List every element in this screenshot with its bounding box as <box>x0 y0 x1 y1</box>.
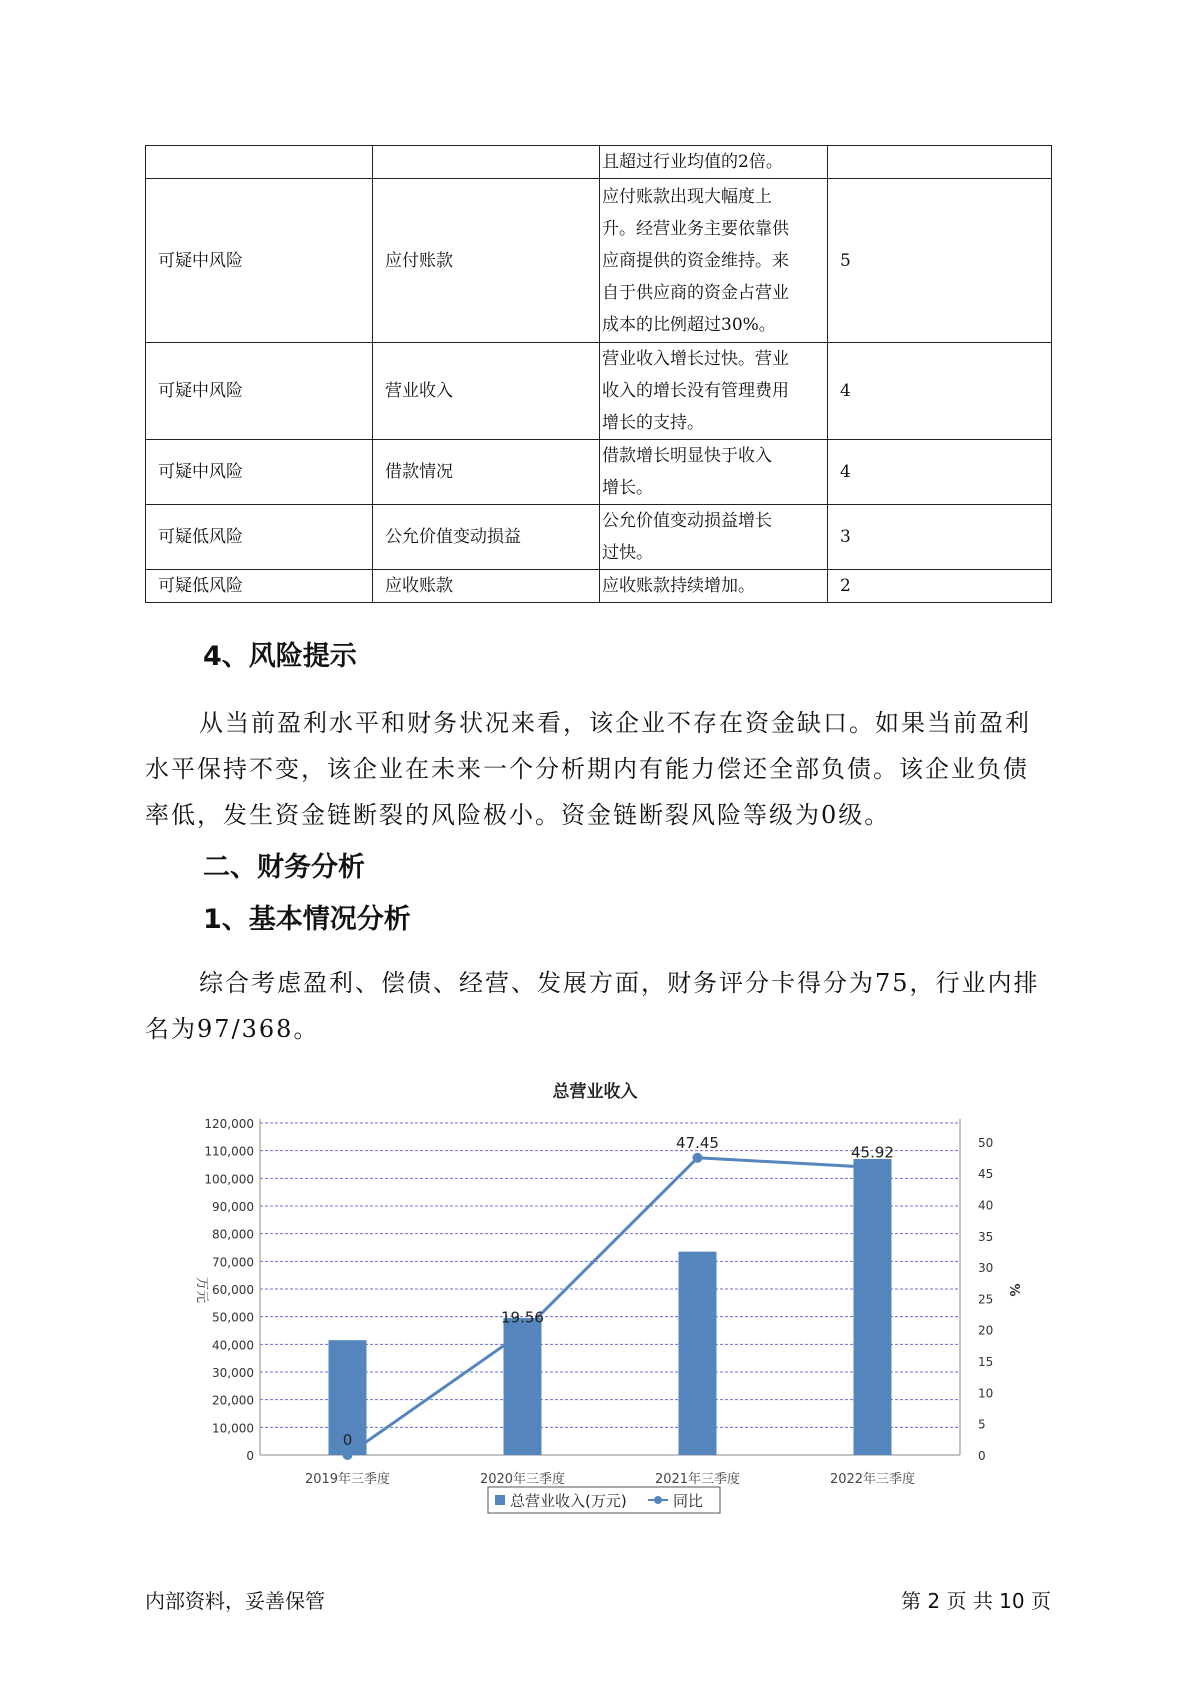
x-tick-label: 2020年三季度 <box>479 1472 566 1487</box>
basic-paragraph: 综合考虑盈利、偿债、经营、发展方面，财务评分卡得分为75，行业内排名为97/368。 <box>145 969 1040 1043</box>
cell-description: 借款增长明显快于收入 增长。 <box>600 440 828 505</box>
yoy-point <box>693 1153 703 1163</box>
y2-tick-label: 25 <box>978 1292 994 1307</box>
y2-tick-label: 20 <box>978 1323 994 1338</box>
y2-tick-label: 0 <box>978 1449 986 1463</box>
y-tick-label: 0 <box>246 1449 254 1463</box>
cell-item: 营业收入 <box>373 343 600 440</box>
cell-risk-level: 可疑中风险 <box>146 343 373 440</box>
y-tick-label: 90,000 <box>212 1200 254 1214</box>
cell-score <box>828 146 1052 179</box>
y-tick-label: 80,000 <box>212 1227 254 1242</box>
table-row <box>146 179 1052 343</box>
cell-description: 应收账款持续增加。 <box>600 570 828 603</box>
x-tick-label: 2022年三季度 <box>829 1472 916 1487</box>
revenue-bar <box>504 1318 542 1455</box>
x-tick-label: 2019年三季度 <box>304 1472 391 1487</box>
legend-line-marker <box>654 1496 662 1504</box>
table-row <box>146 570 1052 603</box>
y-axis-label: 万元 <box>194 1276 209 1304</box>
cell-item: 借款情况 <box>373 440 600 505</box>
y-tick-label: 50,000 <box>212 1310 254 1325</box>
yoy-line <box>348 1158 873 1455</box>
cell-score: 5 <box>828 179 1052 343</box>
cell-score: 2 <box>828 570 1052 603</box>
y2-tick-label: 40 <box>978 1198 994 1213</box>
table-row <box>146 440 1052 505</box>
cell-description: 应付账款出现大幅度上 升。经营业务主要依靠供 应商提供的资金维持。来 自于供应商的资金占营业 成本的比例超过30%。 <box>600 179 828 343</box>
cell-item <box>373 146 600 179</box>
table-row <box>146 146 1052 179</box>
yoy-data-label: 0 <box>342 1431 353 1449</box>
cell-description: 且超过行业均值的2倍。 <box>600 146 828 179</box>
y2-tick-label: 10 <box>978 1386 994 1401</box>
cell-score: 3 <box>828 505 1052 570</box>
footer-note: 内部资料，妥善保管 <box>145 1589 325 1613</box>
risk-tip-paragraph: 从当前盈利水平和财务状况来看，该企业不存在资金缺口。如果当前盈利水平保持不变，该企业在未来一个分析期内有能力偿还全部负债。该企业负债率低，发生资金链断裂的风险极小。资金链断裂风险等级为0级。 <box>145 709 1031 829</box>
x-tick-label: 2021年三季度 <box>654 1472 741 1487</box>
y2-tick-label: 30 <box>978 1261 994 1276</box>
cell-score: 4 <box>828 343 1052 440</box>
y2-tick-label: 15 <box>978 1355 994 1370</box>
cell-risk-level: 可疑低风险 <box>146 570 373 603</box>
risk-tip-heading: 4、风险提示 <box>203 641 357 672</box>
cell-item: 应收账款 <box>373 570 600 603</box>
cell-risk-level: 可疑低风险 <box>146 505 373 570</box>
table-row <box>146 505 1052 570</box>
y-tick-label: 120,000 <box>204 1117 254 1131</box>
y-tick-label: 70,000 <box>212 1255 254 1270</box>
cell-description: 公允价值变动损益增长 过快。 <box>600 505 828 570</box>
y2-tick-label: 45 <box>978 1167 994 1182</box>
y2-tick-label: 50 <box>978 1135 994 1150</box>
y-tick-label: 40,000 <box>212 1338 254 1353</box>
page-number: 第 2 页 共 10 页 <box>901 1589 1051 1613</box>
y-tick-label: 60,000 <box>212 1283 254 1297</box>
revenue-bar <box>854 1159 892 1455</box>
yoy-data-label: 47.45 <box>676 1133 719 1152</box>
basic-heading: 1、基本情况分析 <box>203 904 411 935</box>
revenue-chart <box>180 1075 1021 1535</box>
y-tick-label: 110,000 <box>204 1144 254 1159</box>
risk-table <box>145 145 1052 603</box>
table-row <box>146 343 1052 440</box>
chart-title: 总营业收入 <box>552 1082 638 1102</box>
cell-risk-level: 可疑中风险 <box>146 179 373 343</box>
finance-heading: 二、财务分析 <box>203 852 365 883</box>
legend-bar-label: 总营业收入(万元) <box>510 1492 627 1510</box>
cell-item: 公允价值变动损益 <box>373 505 600 570</box>
cell-risk-level <box>146 146 373 179</box>
legend-bar-swatch <box>495 1495 505 1505</box>
y2-tick-label: 5 <box>978 1417 986 1432</box>
y2-axis-label: % <box>1006 1283 1021 1297</box>
cell-score: 4 <box>828 440 1052 505</box>
yoy-point <box>343 1450 353 1460</box>
legend-line-label: 同比 <box>673 1492 704 1510</box>
yoy-data-label: 45.92 <box>851 1143 894 1162</box>
yoy-point <box>518 1327 528 1337</box>
cell-description: 营业收入增长过快。营业 收入的增长没有管理费用 增长的支持。 <box>600 343 828 440</box>
cell-item: 应付账款 <box>373 179 600 343</box>
cell-risk-level: 可疑中风险 <box>146 440 373 505</box>
y-tick-label: 20,000 <box>212 1393 254 1408</box>
y-tick-label: 30,000 <box>212 1366 254 1380</box>
y-tick-label: 10,000 <box>212 1421 254 1436</box>
yoy-point <box>868 1162 878 1172</box>
revenue-bar <box>679 1252 717 1455</box>
y-tick-label: 100,000 <box>204 1172 254 1187</box>
y2-tick-label: 35 <box>978 1229 994 1244</box>
yoy-data-label: 19.56 <box>501 1308 544 1327</box>
